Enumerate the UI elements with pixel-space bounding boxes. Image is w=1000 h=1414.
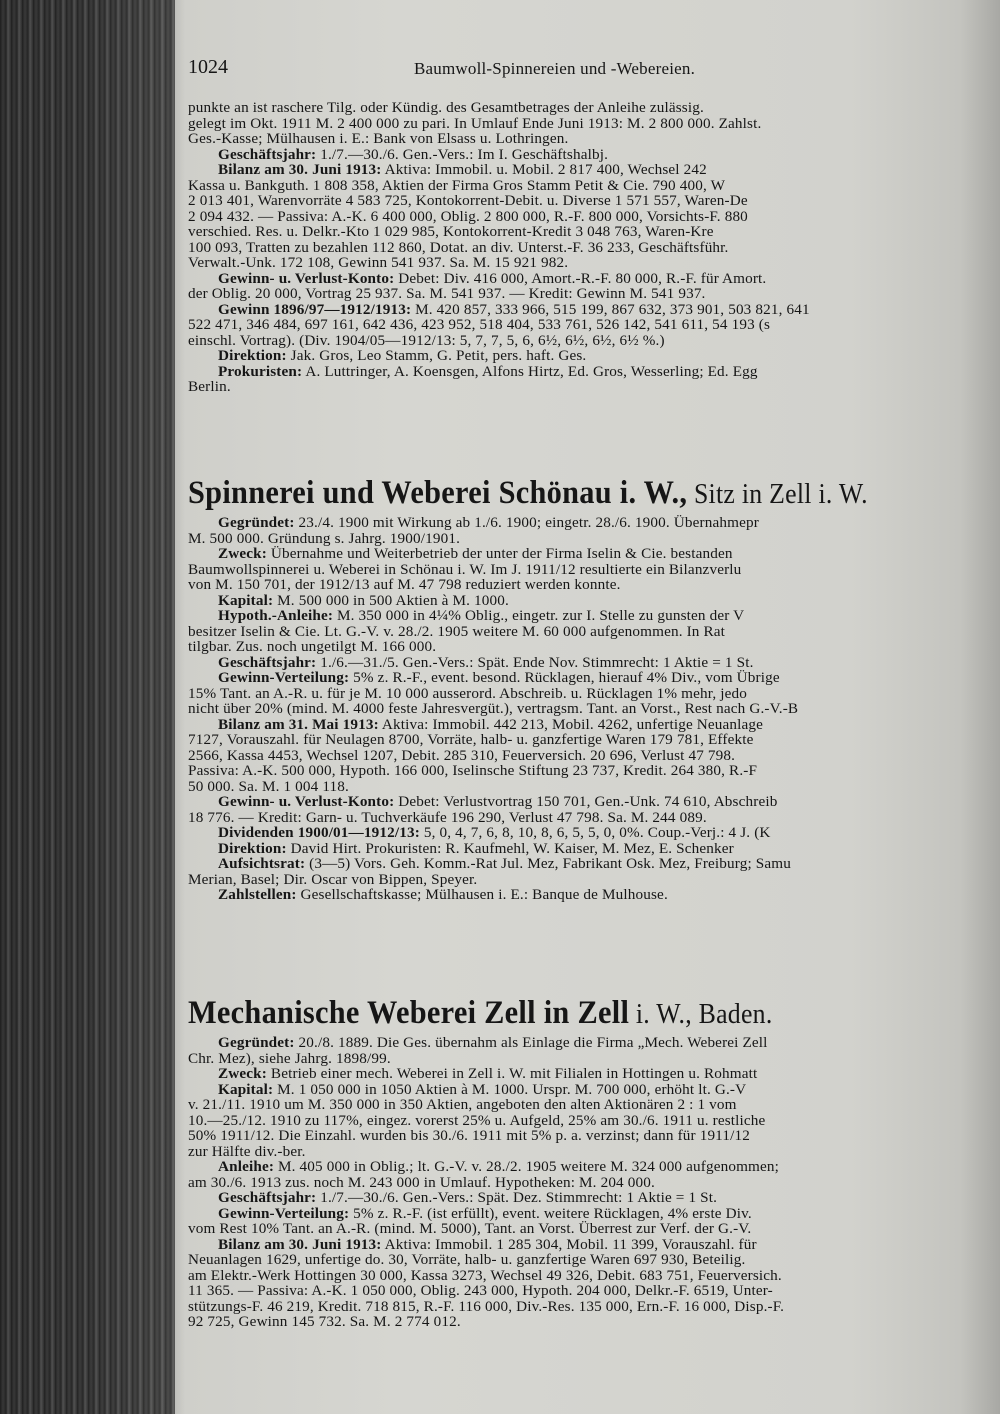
text-line: [188, 1051, 978, 1067]
entry-text: Debet: Div. 416 000, Amort.-R.-F. 80 000, R.-F. für Amort.: [394, 270, 767, 286]
entry-text: 2 094 432. — Passiva: A.-K. 6 400 000, Oblig. 2 800 000, R.-F. 800 000, Vorsichts-F. 880: [188, 208, 748, 224]
entry-text: 20./8. 1889. Die Ges. übernahm als Einlage die Firma „Mech. Weberei Zell: [294, 1035, 768, 1051]
text-line: [188, 670, 978, 686]
entry-text: David Hirt. Prokuristen: R. Kaufmehl, W. Kaiser, M. Mez, E. Schenker: [286, 840, 734, 856]
entry-label: Geschäftsjahr:: [218, 654, 317, 670]
company-name: Mechanische Weberei Zell in Zell: [188, 995, 630, 1031]
entry-label: Zahlstellen:: [218, 887, 297, 903]
text-line: [188, 1113, 978, 1129]
entry-text: Merian, Basel; Dir. Oscar von Bippen, Speyer.: [188, 871, 478, 887]
text-line: [188, 162, 978, 178]
text-line: [188, 686, 978, 702]
text-line: [188, 131, 978, 147]
text-line: [188, 810, 978, 826]
entry-label: Gewinn-Verteilung:: [218, 1205, 350, 1221]
book-spine-shadow: [0, 0, 175, 1414]
text-line: [188, 1175, 978, 1191]
entry-label: Direktion:: [218, 840, 287, 856]
entry-text: Ges.-Kasse; Mülhausen i. E.: Bank von Elsass u. Lothringen.: [188, 131, 569, 147]
entry-text: der Oblig. 20 000, Vortrag 25 937. Sa. M. 541 937. — Kredit: Gewinn M. 541 937.: [188, 286, 706, 302]
text-line: [188, 116, 978, 132]
company-entry-1: [188, 515, 978, 903]
company-seat: Sitz in Zell i. W.: [687, 479, 868, 510]
text-line: [188, 779, 978, 795]
entry-label: Anleihe:: [218, 1159, 275, 1175]
entry-text: M. 420 857, 333 966, 515 199, 867 632, 373 901, 503 821, 641: [411, 301, 810, 317]
entry-text: von M. 150 701, der 1912/13 auf M. 47 798 reduziert werden konnte.: [188, 577, 621, 593]
text-line: [188, 608, 978, 624]
text-line: [188, 763, 978, 779]
company-name: Spinnerei und Weberei Schönau i. W.,: [188, 475, 688, 511]
entry-text: vom Rest 10% Tant. an A.-R. (mind. M. 5000), Tant. an Vorst. Überrest zur Verf. der G.-V.: [188, 1221, 752, 1237]
entry-text: M. 1 050 000 in 1050 Aktien à M. 1000. Urspr. M. 700 000, erhöht lt. G.-V: [273, 1081, 747, 1097]
text-line: [188, 348, 978, 364]
entry-text: 5, 0, 4, 7, 6, 8, 10, 8, 6, 5, 5, 0, 0%. Coup.-Verj.: 4 J. (K: [419, 825, 771, 841]
text-line: [188, 732, 978, 748]
entry-label: Direktion:: [218, 348, 287, 364]
entry-text: 522 471, 346 484, 697 161, 642 436, 423 952, 518 404, 533 761, 526 142, 541 611, 54 193 (s: [188, 317, 771, 333]
text-line: [188, 178, 978, 194]
text-line: [188, 825, 978, 841]
entry-text: stützungs-F. 46 219, Kredit. 718 815, R.-F. 116 000, Div.-Res. 135 000, Ern.-F. 16 000, Disp.-F.: [188, 1298, 785, 1314]
text-line: [188, 147, 978, 163]
entry-text: v. 21./11. 1910 um M. 350 000 in 350 Aktien, angeboten den alten Aktionären 2 : 1 vom: [188, 1097, 737, 1113]
entry-text: 50% 1911/12. Die Einzahl. wurden bis 30./6. 1911 mit 5% p. a. verzinst; dann für 1911/12: [188, 1128, 750, 1144]
entry-text: Verwalt.-Unk. 172 108, Gewinn 541 937. Sa. M. 15 921 982.: [188, 255, 569, 271]
text-line: [188, 1097, 978, 1113]
page-content: [188, 0, 988, 1414]
continued-entry: [188, 100, 978, 395]
entry-label: Geschäftsjahr:: [218, 1190, 317, 1206]
entry-text: 1./6.—31./5. Gen.-Vers.: Spät. Ende Nov. Stimmrecht: 1 Aktie = 1 St.: [316, 654, 754, 670]
entry-text: verschied. Res. u. Delkr.-Kto 1 029 985, Kontokorrent-Kredit 3 048 763, Waren-Kre: [188, 224, 714, 240]
entry-text: 2 013 401, Warenvorräte 4 583 725, Kontokorrent-Debit. u. Diverse 1 571 557, Waren-De: [188, 193, 748, 209]
entry-text: 5% z. R.-F., event. besond. Rücklagen, hierauf 4% Div., vom Übrige: [349, 670, 780, 686]
entry-label: Zweck:: [218, 1066, 267, 1082]
entry-text: gelegt im Okt. 1911 M. 2 400 000 zu pari. In Umlauf Ende Juni 1913: M. 2 800 000. Zahlst.: [188, 115, 762, 131]
entry-text: Baumwollspinnerei u. Weberei in Schönau i. W. Im J. 1911/12 resultierte ein Bilanzverlu: [188, 561, 742, 577]
entry-label: Gewinn- u. Verlust-Konto:: [218, 270, 395, 286]
entry-text: Passiva: A.-K. 500 000, Hypoth. 166 000, Iselinsche Stiftung 23 737, Kredit. 264 380, R.-F: [188, 763, 758, 779]
entry-text: 11 365. — Passiva: A.-K. 1 050 000, Oblig. 243 000, Hypoth. 204 000, Delkr.-F. 6519, Unter-: [188, 1283, 773, 1299]
entry-text: M. 405 000 in Oblig.; lt. G.-V. v. 28./2. 1905 weitere M. 324 000 aufgenommen;: [274, 1159, 780, 1175]
entry-text: M. 500 000. Gründung s. Jahrg. 1900/1901.: [188, 530, 461, 546]
company-seat: i. W., Baden.: [629, 999, 773, 1030]
entry-text: zur Hälfte div.-ber.: [188, 1143, 306, 1159]
text-line: [188, 1082, 978, 1098]
text-line: [188, 841, 978, 857]
entry-text: 15% Tant. an A.-R. u. für je M. 10 000 ausserord. Abschreib. u. Rücklagen 1% mehr, jedo: [188, 685, 748, 701]
entry-label: Dividenden 1900/01—1912/13:: [218, 825, 420, 841]
text-line: [188, 255, 978, 271]
entry-text: Betrieb einer mech. Weberei in Zell i. W. mit Filialen in Hottingen u. Rohmatt: [266, 1066, 758, 1082]
text-line: [188, 1221, 978, 1237]
entry-text: A. Luttringer, A. Koensgen, Alfons Hirtz, Ed. Gros, Wesserling; Ed. Egg: [302, 363, 758, 379]
entry-text: Übernahme und Weiterbetrieb der unter der Firma Iselin & Cie. bestanden: [266, 546, 733, 562]
text-line: [188, 1268, 978, 1284]
entry-label: Gegründet:: [218, 1035, 295, 1051]
entry-text: punkte an ist raschere Tilg. oder Kündig. des Gesamtbetrages der Anleihe zulässig.: [188, 100, 704, 116]
text-line: [188, 1144, 978, 1160]
text-line: [188, 794, 978, 810]
entry-text: am 30./6. 1913 zus. noch M. 243 000 in Umlauf. Hypotheken: M. 204 000.: [188, 1174, 655, 1190]
text-line: [188, 577, 978, 593]
text-line: [188, 593, 978, 609]
text-line: [188, 1314, 978, 1330]
entry-text: Gesellschaftskasse; Mülhausen i. E.: Banque de Mulhouse.: [296, 887, 668, 903]
entry-text: (3—5) Vors. Geh. Komm.-Rat Jul. Mez, Fabrikant Osk. Mez, Freiburg; Samu: [305, 856, 791, 872]
text-line: [188, 546, 978, 562]
entry-text: Aktiva: Immobil. 442 213, Mobil. 4262, unfertige Neuanlage: [378, 716, 764, 732]
entry-label: Gewinn-Verteilung:: [218, 670, 350, 686]
entry-label: Hypoth.-Anleihe:: [218, 608, 334, 624]
text-line: [188, 1066, 978, 1082]
entry-text: Aktiva: Immobil. 1 285 304, Mobil. 11 399, Vorauszahl. für: [381, 1236, 757, 1252]
entry-text: Jak. Gros, Leo Stamm, G. Petit, pers. haft. Ges.: [286, 348, 587, 364]
text-line: [188, 1128, 978, 1144]
entry-text: Debet: Verlustvortrag 150 701, Gen.-Unk. 74 610, Abschreib: [394, 794, 778, 810]
text-line: [188, 100, 978, 116]
entry-label: Aufsichtsrat:: [218, 856, 306, 872]
text-line: [188, 1252, 978, 1268]
entry-label: Kapital:: [218, 1081, 274, 1097]
text-line: [188, 1190, 978, 1206]
text-line: [188, 193, 978, 209]
text-line: [188, 240, 978, 256]
entry-text: Chr. Mez), siehe Jahrg. 1898/99.: [188, 1050, 391, 1066]
text-line: [188, 562, 978, 578]
text-line: [188, 1299, 978, 1315]
text-line: [188, 271, 978, 287]
text-line: [188, 379, 978, 395]
text-line: [188, 872, 978, 888]
text-line: [188, 224, 978, 240]
company-entry-2: [188, 1035, 978, 1330]
text-line: [188, 333, 978, 349]
entry-text: Berlin.: [188, 379, 231, 395]
entry-text: 50 000. Sa. M. 1 004 118.: [188, 778, 349, 794]
text-line: [188, 639, 978, 655]
text-line: [188, 364, 978, 380]
entry-text: besitzer Iselin & Cie. Lt. G.-V. v. 28./2. 1905 weitere M. 60 000 aufgenommen. In Rat: [188, 623, 726, 639]
entry-text: einschl. Vortrag). (Div. 1904/05—1912/13: 5, 7, 7, 5, 6, 6½, 6½, 6½, 6½ %.): [188, 332, 665, 348]
text-line: [188, 717, 978, 733]
entry-label: Geschäftsjahr:: [218, 146, 317, 162]
entry-text: Aktiva: Immobil. u. Mobil. 2 817 400, Wechsel 242: [381, 162, 707, 178]
page-number: 1024: [188, 56, 228, 78]
entry-label: Gegründet:: [218, 515, 295, 531]
entry-text: am Elektr.-Werk Hottingen 30 000, Kassa 3273, Wechsel 49 326, Debit. 683 751, Feuerversich.: [188, 1267, 782, 1283]
entry-label: Prokuristen:: [218, 363, 303, 379]
entry-label: Bilanz am 30. Juni 1913:: [218, 162, 382, 178]
text-line: [188, 515, 978, 531]
entry-text: M. 350 000 in 4¼% Oblig., eingetr. zur I. Stelle zu gunsten der V: [333, 608, 745, 624]
running-head: Baumwoll-Spinnereien und -Webereien.: [414, 59, 696, 78]
text-line: [188, 1237, 978, 1253]
entry-label: Kapital:: [218, 592, 274, 608]
entry-label: Zweck:: [218, 546, 267, 562]
entry-text: 2566, Kassa 4453, Wechsel 1207, Debit. 285 310, Feuerversich. 20 696, Verlust 47 798.: [188, 747, 736, 763]
entry-text: 18 776. — Kredit: Garn- u. Tuchverkäufe 196 290, Verlust 47 798. Sa. M. 244 089.: [188, 809, 707, 825]
entry-text: 10.—25./12. 1910 zu 117%, eingez. vorerst 25% u. Aufgeld, 25% am 30./6. 1911 u. restliche: [188, 1112, 766, 1128]
text-line: [188, 209, 978, 225]
entry-text: 1./7.—30./6. Gen.-Vers.: Im I. Geschäftshalbj.: [316, 146, 609, 162]
entry-label: Gewinn- u. Verlust-Konto:: [218, 794, 395, 810]
entry-label: Bilanz am 31. Mai 1913:: [218, 716, 379, 732]
entry-text: Kassa u. Bankguth. 1 808 358, Aktien der Firma Gros Stamm Petit & Cie. 790 400, W: [188, 177, 726, 193]
text-line: [188, 1159, 978, 1175]
company-heading-2: [188, 993, 978, 1035]
text-line: [188, 748, 978, 764]
text-line: [188, 655, 978, 671]
entry-text: 100 093, Tratten zu bezahlen 112 860, Dotat. an div. Unterst.-F. 36 233, Geschäftsführ.: [188, 239, 729, 255]
text-line: [188, 286, 978, 302]
entry-text: nicht über 20% (mind. M. 4000 feste Jahresvergüt.), vertragsm. Tant. an Vorst., Rest nach G.-V.-B: [188, 701, 799, 717]
entry-text: 1./7.—30./6. Gen.-Vers.: Spät. Dez. Stimmrecht: 1 Aktie = 1 St.: [316, 1190, 718, 1206]
entry-text: 23./4. 1900 mit Wirkung ab 1./6. 1900; eingetr. 28./6. 1900. Übernahmepr: [294, 515, 759, 531]
company-heading-1: [188, 473, 978, 515]
entry-text: 5% z. R.-F. (ist erfüllt), event. weitere Rücklagen, 4% erste Div.: [349, 1205, 752, 1221]
entry-text: M. 500 000 in 500 Aktien à M. 1000.: [273, 592, 509, 608]
text-line: [188, 1206, 978, 1222]
text-line: [188, 531, 978, 547]
text-line: [188, 701, 978, 717]
text-line: [188, 624, 978, 640]
entry-text: Neuanlagen 1629, unfertige do. 30, Vorräte, halb- u. ganzfertige Waren 697 930, Beteilig.: [188, 1252, 746, 1268]
entry-label: Gewinn 1896/97—1912/1913:: [218, 301, 412, 317]
text-line: [188, 302, 978, 318]
text-line: [188, 856, 978, 872]
text-line: [188, 317, 978, 333]
text-line: [188, 1283, 978, 1299]
entry-label: Bilanz am 30. Juni 1913:: [218, 1236, 382, 1252]
text-line: [188, 887, 978, 903]
entry-text: 92 725, Gewinn 145 732. Sa. M. 2 774 012.: [188, 1314, 461, 1330]
entry-text: 7127, Vorauszahl. für Neulagen 8700, Vorräte, halb- u. ganzfertige Waren 179 781, Effekte: [188, 732, 754, 748]
text-line: [188, 1035, 978, 1051]
entry-text: tilgbar. Zus. noch ungetilgt M. 166 000.: [188, 639, 437, 655]
